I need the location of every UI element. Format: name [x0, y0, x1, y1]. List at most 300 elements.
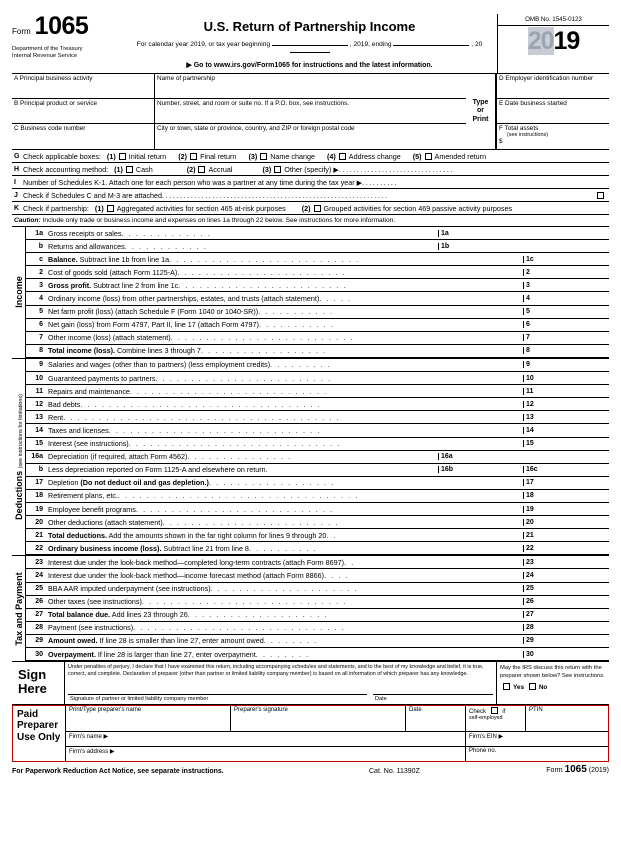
footer-form-id — [499, 764, 609, 775]
line-19 — [26, 503, 609, 516]
j-dots: ............................................................... — [162, 190, 389, 200]
line-6-dots: . . . . . . . . . . . — [258, 320, 335, 330]
line-12-desc: Bad debts — [48, 399, 81, 409]
entity-block — [12, 74, 609, 150]
line-20 — [26, 516, 609, 529]
line-21-endnum: 21 — [523, 532, 545, 539]
line-12-dots: . . . . . . . . . . . . . . . . . . . . . . . . . . . . . . . . . . — [80, 399, 322, 409]
label-a: A Principal business activity — [14, 75, 93, 82]
caution-bold: Caution: — [14, 217, 41, 224]
line-17-dots: . . . . . . . . . . . . . . . . . . — [208, 478, 335, 488]
line-12-endnum: 12 — [523, 401, 545, 408]
checkbox-address-change[interactable] — [339, 153, 346, 160]
line-8: 8 Total income (loss). Combine lines 3 through 7 . . . . . . . . . . . . . . . . . . 8 — [26, 345, 609, 358]
h-opt-3-label: Other (specify) ▶ — [284, 164, 339, 174]
line-28-desc: Payment (see instructions) — [48, 623, 134, 633]
h-opt-1-label: Cash — [135, 164, 153, 174]
year-suffix: 19 — [553, 27, 580, 55]
line-2-desc: Cost of goods sold (attach Form 1125-A) — [48, 267, 178, 277]
tax-year — [498, 26, 609, 56]
g-opt-4-num: (4) — [326, 151, 336, 161]
line-3-endnum: 3 — [523, 282, 545, 289]
line-1b-desc: Returns and allowances — [48, 241, 125, 251]
line-22: 22 Ordinary business income (loss). Subtract line 21 from line 8 . . . . . . . . . . 22 — [26, 542, 609, 555]
goto-link[interactable]: ▶ Go to www.irs.gov/Form1065 for instructions and the latest information. — [186, 62, 433, 69]
field-business-code[interactable] — [12, 124, 154, 149]
line-6-endnum: 6 — [523, 321, 545, 328]
paid-label-line-2: Preparer — [17, 720, 59, 732]
line-27-number: 27 — [35, 611, 43, 619]
line-29-number: 29 — [35, 637, 43, 645]
form-header — [12, 14, 609, 74]
deductions-section — [12, 359, 609, 556]
g-opt-5-label: Amended return — [434, 151, 487, 161]
line-1c: c Balance. Subtract line 1b from line 1a . . . . . . . . . . . . . . . . . . . . . . . . . . . 1c — [26, 253, 609, 266]
line-22-number: 22 — [35, 544, 43, 552]
line-k-letter: K — [14, 204, 20, 212]
line-19-dots: . . . . . . . . . . . . . . . . . . . . . . . . . . . . — [135, 504, 334, 514]
line-22-dots: . . . . . . . . . . — [248, 543, 318, 553]
line-1c-endnum: 1c — [523, 256, 545, 263]
line-4-dots: . . . . . — [319, 294, 352, 304]
line-16a-midnum: 16a — [438, 453, 460, 460]
year-prefix: 20 — [527, 27, 554, 55]
g-opt-5-num: (5) — [412, 151, 422, 161]
line-11-dots: . . . . . . . . . . . . . . . . . . . . . . . . . . . . — [129, 386, 328, 396]
line-14-number: 14 — [35, 426, 43, 434]
ptin-label: PTIN — [529, 706, 543, 713]
entity-mid-column — [155, 74, 497, 149]
line-1b — [26, 240, 609, 253]
line-5-desc: Net farm profit (loss) (attach Schedule F (Form 1040 or 1040-SR)) — [48, 307, 259, 317]
line-i-letter: I — [14, 178, 16, 186]
line-2 — [26, 266, 609, 279]
checkbox-cash[interactable] — [126, 166, 133, 173]
field-preparer-signature[interactable] — [231, 706, 406, 731]
g-opt-4-label: Address change — [348, 151, 401, 161]
line-3-dots: . . . . . . . . . . . . . . . . . . . . . . . . — [178, 280, 348, 290]
firm-ein-label: Firm's EIN ▶ — [469, 733, 504, 740]
line-5 — [26, 306, 609, 319]
check-if-label: if — [502, 708, 506, 715]
line-20-desc: Other deductions (attach statement) — [48, 517, 163, 527]
line-23-dots: . . — [344, 557, 355, 567]
line-1a-desc: Gross receipts or sales — [48, 228, 122, 238]
tax-section-label: Tax and Payment — [12, 556, 26, 661]
discuss-no-label: No — [538, 684, 548, 692]
line-25-dots: . . . . . . . . . . . . . . . . . . . . . — [210, 584, 359, 594]
partner-signature-field[interactable] — [68, 694, 367, 702]
line-1b-number: b — [38, 242, 43, 250]
line-13-desc: Rent — [48, 412, 64, 422]
k-opt-2-num: (2) — [301, 203, 311, 213]
line-3: 3 Gross profit. Subtract line 2 from line 1c . . . . . . . . . . . . . . . . . . . . . . . . 3 — [26, 279, 609, 292]
line-2-dots: . . . . . . . . . . . . . . . . . . . . . . . . — [177, 267, 347, 277]
type-or-print-note — [466, 74, 496, 149]
type-line-3: Print — [472, 115, 489, 123]
line-23-desc: Interest due under the look-back method—completed long-term contracts (attach Form 8697) — [48, 557, 345, 567]
line-24-number: 24 — [35, 571, 43, 579]
line-23-endnum: 23 — [523, 559, 545, 566]
sign-label-line-2: Here — [18, 680, 47, 696]
line-28 — [26, 622, 609, 635]
line-29-dots: . . . . . . . . — [263, 636, 318, 646]
line-25 — [26, 583, 609, 596]
field-preparer-date[interactable] — [406, 706, 466, 731]
k-opt-1-label: Aggregated activities for section 465 at-risk purposes — [116, 203, 286, 213]
checkbox-discuss-no[interactable] — [529, 683, 536, 690]
line-30: 30 Overpayment. If line 28 is larger than line 27, enter overpayment . . . . . . . . 30 — [26, 648, 609, 661]
g-opt-2-label: Final return — [200, 151, 237, 161]
line-1a-midnum: 1a — [438, 230, 460, 237]
line-9-number: 9 — [39, 361, 43, 369]
sign-here-section — [12, 662, 609, 705]
line-12-number: 12 — [35, 400, 43, 408]
line-9 — [26, 359, 609, 372]
line-11-desc: Repairs and maintenance — [48, 386, 130, 396]
line-g — [12, 150, 609, 163]
field-phone-no[interactable] — [466, 747, 608, 761]
irs-discuss-text: May the IRS discuss this return with the preparer shown below? See instructions. — [500, 665, 605, 679]
line-13-dots: . . . . . . . . . . . . . . . . . . . . . . . . . . . . . . . . . . . . . . . — [63, 412, 341, 422]
omb-number: OMB No. 1545-0123 — [498, 14, 609, 26]
line-24 — [26, 569, 609, 582]
line-25-number: 25 — [35, 585, 43, 593]
line-11-number: 11 — [35, 387, 43, 395]
label-e: E Date business started — [499, 100, 567, 107]
line-5-number: 5 — [39, 308, 43, 316]
form-identity — [12, 14, 122, 73]
checkbox-self-employed[interactable] — [491, 707, 498, 714]
checkbox-amended-return[interactable] — [425, 153, 432, 160]
tax-year-begin-field[interactable] — [272, 45, 348, 46]
entity-right-column — [497, 74, 609, 149]
income-section-label: Income — [12, 227, 26, 358]
tax-lines — [26, 556, 609, 661]
phone-label: Phone no. — [469, 747, 497, 754]
field-total-assets[interactable] — [497, 124, 609, 149]
field-preparer-name[interactable] — [66, 706, 231, 731]
caution-note — [12, 215, 609, 227]
line-18 — [26, 490, 609, 503]
line-11 — [26, 385, 609, 398]
label-d: D Employer identification number — [499, 75, 594, 82]
h-dots: ................................ — [338, 164, 455, 174]
checkbox-discuss-yes[interactable] — [503, 683, 510, 690]
line-7-endnum: 7 — [523, 334, 545, 341]
sign-statement-block — [64, 662, 497, 704]
line-j-text: Check if Schedules C and M-3 are attached — [23, 190, 163, 200]
k-opt-2-label: Grouped activities for section 469 passive activity purposes — [323, 203, 513, 213]
line-j — [12, 189, 609, 202]
line-21-dots: . . — [326, 530, 338, 540]
line-16a-dots: . . . . . . . . . . . . . . . — [187, 452, 292, 462]
partner-date-label: Date — [375, 695, 387, 702]
line-12 — [26, 398, 609, 411]
line-28-dots: . . . . . . . . . . . . . . . . . . . . . . . . . . . . . . — [133, 623, 346, 633]
h-opt-1-num: (1) — [114, 164, 123, 174]
line-20-dots: . . . . . . . . . . . . . . . . . . . . . . . . . — [162, 517, 339, 527]
line-17: 17 Depletion (Do not deduct oil and gas depletion.) . . . . . . . . . . . . . . . . . . 17 — [26, 477, 609, 490]
form-title-block — [122, 14, 497, 73]
line-26 — [26, 596, 609, 609]
line-18-dots: . . . . . . . . . . . . . . . . . . . . . . . . . . . . . . . . . . — [117, 491, 359, 501]
line-15 — [26, 438, 609, 451]
g-opt-1-label: Initial return — [128, 151, 167, 161]
line-15-endnum: 15 — [523, 440, 545, 447]
field-firm-address[interactable] — [66, 747, 466, 761]
h-opt-3-num: (3) — [262, 164, 272, 174]
line-g-letter: G — [14, 152, 20, 160]
line-7-dots: . . . . . . . . . . . . . . . . . . . . . . . . . . — [170, 333, 355, 343]
line-9-dots: . . . . . . . . . — [270, 360, 332, 370]
line-6-number: 6 — [39, 321, 43, 329]
line-17-number: 17 — [35, 479, 43, 487]
line-16a-number: 16a — [31, 453, 43, 461]
line-29-endnum: 29 — [523, 637, 545, 644]
line-2-endnum: 2 — [523, 269, 545, 276]
line-1b-dots: . . . . . . . . . . . . — [124, 241, 208, 251]
line-18-endnum: 18 — [523, 492, 545, 499]
irs-discuss-block — [497, 662, 609, 704]
line-16b-midnum: 16b — [438, 466, 460, 473]
line-1a — [26, 227, 609, 240]
line-j-letter: J — [14, 191, 18, 199]
line-18-number: 18 — [35, 492, 43, 500]
line-i-text: Number of Schedules K-1. Attach one for each person who was a partner at any time during the tax year ▶ — [23, 177, 363, 187]
field-date-business-started[interactable] — [497, 99, 609, 124]
line-h — [12, 163, 609, 176]
label-b: B Principal product or service — [14, 100, 98, 107]
line-15-dots: . . . . . . . . . . . . . . . . . . . . . . . . . . . . . . — [128, 439, 341, 449]
line-8-endnum: 8 — [523, 347, 545, 354]
line-25-desc: BBA AAR imputed underpayment (see instructions) — [48, 584, 211, 594]
type-line-2: or — [477, 107, 484, 115]
checkbox-initial-return[interactable] — [119, 153, 126, 160]
total-assets-dollar: $ — [499, 138, 503, 145]
deductions-section-label: Deductions (see instructions for limitations) — [12, 359, 26, 555]
g-opt-2-num: (2) — [178, 151, 188, 161]
paid-label-line-3: Use Only — [17, 731, 61, 743]
checkbox-name-change[interactable] — [260, 153, 267, 160]
line-16a — [26, 451, 609, 464]
g-opt-3-num: (3) — [248, 151, 258, 161]
line-30-number: 30 — [35, 650, 43, 658]
line-7 — [26, 332, 609, 345]
sign-here-label — [12, 662, 64, 704]
line-14-desc: Taxes and licenses — [48, 425, 109, 435]
field-firm-ein[interactable] — [466, 732, 608, 746]
line-16b-number: b — [38, 466, 43, 474]
checkbox-grouped-469[interactable] — [314, 205, 321, 212]
checkbox-final-return[interactable] — [190, 153, 197, 160]
irs-discuss-options — [500, 683, 606, 692]
line-23-number: 23 — [35, 558, 43, 566]
line-k — [12, 202, 609, 215]
g-opt-3-label: Name change — [270, 151, 315, 161]
line-h-label: Check accounting method: — [23, 164, 109, 174]
line-k-label: Check if partnership: — [23, 203, 89, 213]
line-14-dots: . . . . . . . . . . . . . . . . . . . . . . . . . . . . . . — [108, 425, 321, 435]
line-3-number: 3 — [39, 281, 43, 289]
line-26-endnum: 26 — [523, 598, 545, 605]
line-24-dots: . . . . — [324, 570, 350, 580]
check-label: Check — [469, 708, 487, 715]
line-1a-dots: . . . . . . . . . . . . . — [121, 228, 212, 238]
line-5-endnum: 5 — [523, 308, 545, 315]
sign-label-line-1: Sign — [18, 667, 47, 683]
field-self-employed-check[interactable] — [466, 706, 526, 731]
line-13-endnum: 13 — [523, 414, 545, 421]
line-18-desc: Retirement plans, etc. — [48, 491, 118, 501]
preparer-row-1 — [66, 706, 608, 732]
line-26-desc: Other taxes (see instructions) — [48, 597, 142, 607]
label-street: Number, street, and room or suite no. If a P.O. box, see instructions. — [157, 100, 350, 107]
field-principal-product[interactable] — [12, 99, 154, 124]
line-27: 27 Total balance due. Add lines 23 through 26 . . . . . . . . . . . . . . . . . . . . 27 — [26, 609, 609, 622]
paid-preparer-section — [12, 705, 609, 762]
line-16b-dots: . — [265, 465, 270, 475]
line-16a-desc: Depreciation (if required, attach Form 4562) — [48, 452, 188, 462]
line-16c-endnum: 16c — [523, 466, 545, 473]
line-10 — [26, 372, 609, 385]
calendar-prefix: For calendar year 2019, or tax year beginning — [136, 41, 271, 48]
line-h-letter: H — [14, 165, 20, 173]
line-24-desc: Interest due under the look-back method—income forecast method (attach Form 8866) — [48, 570, 325, 580]
line-14 — [26, 424, 609, 437]
line-20-endnum: 20 — [523, 519, 545, 526]
line-9-desc: Salaries and wages (other than to partners) (less employment credits) — [48, 360, 271, 370]
line-6-desc: Net gain (loss) from Form 4797, Part II, line 17 (attach Form 4797) — [48, 320, 259, 330]
self-employed-label: self-employed — [469, 714, 503, 721]
tax-year-end-yy-field[interactable] — [290, 52, 330, 53]
checkbox-accrual[interactable] — [198, 166, 205, 173]
line-1b-midnum: 1b — [438, 243, 460, 250]
preparer-date-label: Date — [409, 706, 422, 713]
line-7-desc: Other income (loss) (attach statement) — [48, 333, 171, 343]
line-16b-desc: Less depreciation reported on Form 1125-A and elsewhere on return — [48, 465, 266, 475]
line-10-number: 10 — [35, 374, 43, 382]
checkbox-schedules-c-m3[interactable] — [597, 192, 604, 199]
line-19-endnum: 19 — [523, 506, 545, 513]
line-29: 29 Amount owed. If line 28 is smaller than line 27, enter amount owed . . . . . . . . 29 — [26, 635, 609, 648]
tax-year-end-field[interactable] — [393, 45, 469, 46]
line-23 — [26, 556, 609, 569]
line-2-number: 2 — [39, 268, 43, 276]
paperwork-notice: For Paperwork Reduction Act Notice, see separate instructions. — [12, 767, 224, 775]
line-27-dots: . . . . . . . . . . . . . . . . . . . . — [187, 610, 328, 620]
field-city-state-zip[interactable] — [155, 124, 466, 149]
entity-address-rows — [155, 74, 466, 149]
partner-signature-date-field[interactable] — [373, 694, 493, 702]
checkbox-other-method[interactable] — [274, 166, 281, 173]
field-partnership-name[interactable] — [155, 74, 466, 99]
field-principal-business-activity[interactable] — [12, 74, 154, 99]
line-16b — [26, 464, 609, 477]
footer-form-number: 1065 — [564, 763, 587, 775]
form-label: Form — [12, 27, 31, 36]
h-opt-2-num: (2) — [186, 164, 196, 174]
k-opt-1-num: (1) — [94, 203, 104, 213]
line-5-dots: . . . . . . . . . . . — [258, 307, 334, 317]
label-name: Name of partnership — [157, 75, 215, 82]
income-lines — [26, 227, 609, 358]
field-firm-name[interactable] — [66, 732, 466, 746]
line-4-desc: Ordinary income (loss) from other partnerships, estates, and trusts (attach statement) — [48, 294, 320, 304]
line-4-endnum: 4 — [523, 295, 545, 302]
paid-preparer-fields — [65, 706, 608, 761]
line-26-number: 26 — [35, 598, 43, 606]
label-f: F Total assets — [499, 125, 539, 132]
line-1c-number: c — [39, 255, 43, 263]
line-28-number: 28 — [35, 624, 43, 632]
income-section — [12, 227, 609, 359]
line-25-endnum: 25 — [523, 585, 545, 592]
line-13 — [26, 411, 609, 424]
footer-form-year: (2019) — [586, 766, 609, 774]
firm-name-label: Firm's name ▶ — [69, 733, 109, 740]
line-6 — [26, 319, 609, 332]
firm-address-label: Firm's address ▶ — [69, 748, 115, 755]
type-line-1: Type — [472, 99, 489, 107]
tax-and-payment-section — [12, 556, 609, 662]
line-22-endnum: 22 — [523, 545, 545, 552]
line-21-number: 21 — [35, 531, 43, 539]
preparer-row-3 — [66, 747, 608, 761]
line-17-endnum: 17 — [523, 479, 545, 486]
field-ein[interactable] — [497, 74, 609, 99]
line-1c-dots: . . . . . . . . . . . . . . . . . . . . . . . . . . . — [169, 254, 360, 264]
line-13-number: 13 — [35, 413, 43, 421]
checkbox-aggregated-465[interactable] — [107, 205, 114, 212]
line-19-number: 19 — [35, 505, 43, 513]
h-opt-2-label: Accrual — [208, 164, 233, 174]
paid-label-line-1: Paid — [17, 708, 39, 720]
line-9-endnum: 9 — [523, 361, 545, 368]
line-15-number: 15 — [35, 440, 43, 448]
preparer-row-2 — [66, 732, 608, 747]
line-10-dots: . . . . . . . . . . . . . . . . . . . . . . . . . — [155, 373, 332, 383]
line-14-endnum: 14 — [523, 427, 545, 434]
field-street[interactable] — [155, 99, 466, 124]
calendar-end: , 20 — [471, 41, 483, 48]
form-number: 1065 — [34, 12, 89, 40]
line-11-endnum: 11 — [523, 388, 545, 395]
line-30-endnum: 30 — [523, 651, 545, 658]
line-27-endnum: 27 — [523, 611, 545, 618]
line-4-number: 4 — [39, 295, 43, 303]
line-g-label: Check applicable boxes: — [23, 151, 101, 161]
line-19-desc: Employee benefit programs — [48, 504, 136, 514]
line-24-endnum: 24 — [523, 572, 545, 579]
field-ptin[interactable] — [526, 706, 608, 731]
partner-signature-label: Signature of partner or limited liability company member — [70, 695, 209, 702]
line-26-dots: . . . . . . . . . . . . . . . . . . . . . . . . . . . . . — [141, 597, 347, 607]
discuss-yes-label: Yes — [513, 684, 525, 692]
deduction-lines — [26, 359, 609, 555]
perjury-statement: Under penalties of perjury, I declare that I have examined this return, including accompanying schedules and statements, and to the best of my knowledge and belief, it is true, correct, and complete. Declaration of preparer (other than partner or limited liability company member) is based on all information of which preparer has any knowledge. — [68, 664, 484, 677]
entity-left-column — [12, 74, 155, 149]
line-1a-number: 1a — [35, 229, 43, 237]
label-city: City or town, state or province, country, and ZIP or foreign postal code — [157, 125, 355, 132]
catalog-number: Cat. No. 11390Z — [369, 767, 420, 775]
line-7-number: 7 — [39, 334, 43, 342]
line-15-desc: Interest (see instructions) — [48, 439, 129, 449]
line-30-dots: . . . . . . . . — [255, 649, 310, 659]
line-10-desc: Guaranteed payments to partners — [48, 373, 156, 383]
line-8-number: 8 — [39, 347, 43, 355]
preparer-name-label: Print/Type preparer's name — [69, 706, 142, 713]
